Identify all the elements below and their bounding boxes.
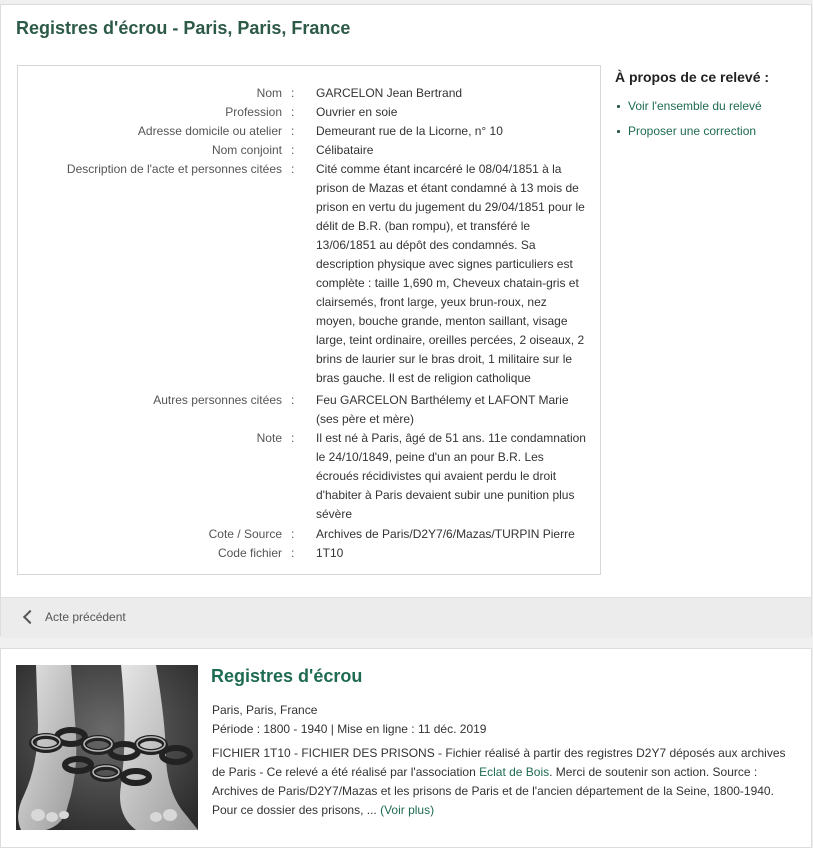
meta-separator: | (330, 722, 334, 736)
see-more-link[interactable]: (Voir plus) (380, 803, 435, 817)
field-label: Cote / Source (208, 527, 282, 541)
online-value: 11 déc. 2019 (417, 722, 487, 736)
about-panel (615, 69, 805, 147)
record-details (17, 65, 601, 575)
description-text-part2: . Merci de soutenir son action. Source : Archives de Paris/D2Y7/Mazas et les prisons de Paris et de l'ancien département de la Seine, 1800-1940. Pour ce dossier des prisons, ... (212, 765, 774, 817)
field-label: Note (256, 431, 282, 445)
field-label: Code fichier (217, 546, 282, 560)
source-location: Paris, Paris, France (212, 703, 318, 717)
previous-record-label: Acte précédent (45, 610, 126, 624)
field-colon: : (291, 162, 295, 176)
field-value: Feu GARCELON Barthélemy et LAFONT Marie (ses père et mère) (316, 393, 569, 426)
source-dates (212, 720, 802, 739)
field-value: Ouvrier en soie (316, 105, 398, 119)
association-link[interactable]: Eclat de Bois (479, 765, 550, 779)
field-label: Nom (256, 86, 282, 100)
field-value: Célibataire (316, 143, 374, 157)
source-description (212, 744, 802, 820)
field-colon: : (291, 124, 295, 138)
field-label: Autres personnes citées (153, 393, 282, 407)
field-colon: : (291, 143, 295, 157)
record-nav-bar (1, 597, 811, 638)
chevron-left-icon (23, 610, 37, 624)
field-colon: : (291, 546, 295, 560)
period-label: Période : (212, 722, 261, 736)
field-value: Cité comme étant incarcéré le 08/04/1851 à la prison de Mazas et étant condamné à 13 mois de prison en vertu du jugement du 29/04/1851 pour le délit de B.R. (ban rompu), et transféré le 13/06/1851 au dépôt des condamnés. Sa description physique avec signes particuliers est complète : taille 1,690 m, Cheveux chatain-gris et clairsemés, front large, yeux brun-roux, nez moyen, bouche grande, menton saillant, visage large, teint ordinaire, oreilles percées, 2 oiseaux, 2 brins de laurier sur le bras droit, 1 militaire sur le bras gauche. Il est de religion catholique (316, 162, 585, 385)
source-card (0, 648, 812, 848)
field-colon: : (291, 105, 295, 119)
field-colon: : (291, 431, 295, 445)
field-label: Nom conjoint (211, 143, 282, 157)
field-colon: : (291, 86, 295, 100)
field-value: Il est né à Paris, âgé de 51 ans. 11e condamnation le 24/10/1849, peine d'un an pour B.R. Les écroués récidivistes qui avaient perdu le droit d'habiter à Paris devaient subir une punition plus sévère (316, 431, 586, 521)
page-title: Registres d'écrou - Paris, Paris, France (16, 18, 351, 38)
previous-record-button[interactable] (25, 610, 126, 624)
source-title[interactable] (211, 666, 362, 687)
propose-correction-link[interactable]: Proposer une correction (628, 124, 757, 138)
field-value: Demeurant rue de la Licorne, n° 10 (316, 124, 503, 138)
field-colon: : (291, 393, 295, 407)
field-value: GARCELON Jean Bertrand (316, 86, 463, 100)
source-title-link[interactable]: Registres d'écrou (211, 666, 363, 686)
about-list-item (615, 122, 805, 141)
field-value: Archives de Paris/D2Y7/6/Mazas/TURPIN Pierre (316, 527, 575, 541)
online-label: Mise en ligne : (337, 722, 415, 736)
record-card (0, 4, 812, 636)
about-list-item (615, 97, 805, 116)
source-thumbnail[interactable] (16, 665, 198, 830)
chained-feet-image (16, 665, 198, 830)
field-value: 1T10 (316, 546, 344, 560)
field-label: Description de l'acte et personnes citées (66, 162, 282, 176)
field-colon: : (291, 527, 295, 541)
field-label: Profession (225, 105, 282, 119)
description-text-part1: FICHIER 1T10 - FICHIER DES PRISONS - Fichier réalisé à partir des registres D2Y7 déposés aux archives de Paris - Ce relevé a été réalisé par l'association (212, 746, 786, 779)
field-label: Adresse domicile ou atelier (137, 124, 282, 138)
about-links (615, 97, 805, 141)
view-full-record-link[interactable]: Voir l'ensemble du relevé (628, 99, 762, 113)
period-value: 1800 - 1940 (263, 722, 328, 736)
source-meta (212, 701, 802, 739)
about-title: À propos de ce relevé : (615, 69, 770, 85)
